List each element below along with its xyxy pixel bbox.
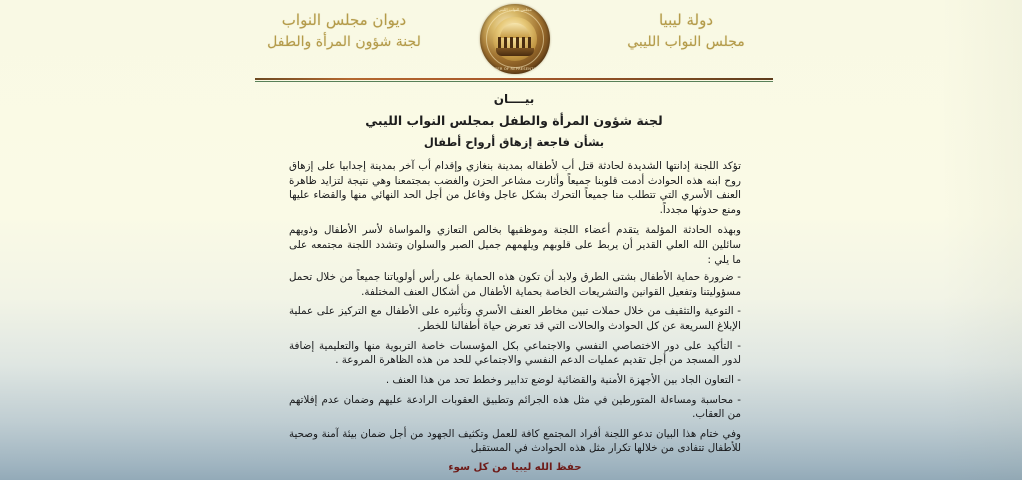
letterhead-right-line1: دولة ليبيا	[658, 11, 714, 29]
issuing-committee: لجنة شؤون المرأة والطفل بمجلس النواب الليبي	[365, 113, 663, 128]
chamber-of-representatives-seal-icon	[480, 4, 550, 74]
body-bullet-3: - التأكيد على دور الاختصاصي النفسي والاجتماعي بكل المؤسسات خاصة التربوية منها والتعليمية إضافة لدور المسجد من أجل تقديم عمليات الدعم النفسي والاجتماعي للحد من هذه الظاهرة المروعة .	[289, 339, 741, 367]
body-closing-paragraph: وفي ختام هذا البيان تدعو اللجنة أفراد المجتمع كافة للعمل وتكثيف الجهود من أجل ضمان بيئة آمنة وصحية للأطفال تتفادى من خلالها تكرار مثل هذه الحوادث في المستقبل	[289, 427, 741, 455]
body-paragraph-2: وبهذه الحادثة المؤلمة يتقدم أعضاء اللجنة وموظفيها بخالص التعازي والمواساة لأسر الأطفال وذويهم سائلين الله العلي القدير أن يربط على قلوبهم ويلهمهم جميل الصبر والسلوان وتشدد اللجنة مجتمعه على ما يلي :	[289, 224, 741, 266]
seal-arabic-text: مجلس النواب الليبي	[498, 7, 532, 12]
header-divider-gold	[255, 78, 773, 80]
letterhead-header	[255, 4, 775, 78]
body-paragraph-1: تؤكد اللجنة إدانتها الشديدة لحادثة قتل أب لأطفاله بمدينة بنغازي وإقدام أب آخر بمدينة إجدابيا على إزهاق روح ابنه هذه الحوادث أدمت قلوبنا جميعاً وأثارت مشاعر الحزن والغضب بمجتمعنا وهي نتيجة لتزايد ظاهرة العنف الأسري التي تتطلب منا جميعاً التحرك بشكل عاجل وفاعل من أجل الحد النهائي منها والقضاء عليها ومنع حدوثها مجدداً.	[289, 160, 741, 216]
closing-invocation: حفظ الله ليبيا من كل سوء	[448, 461, 582, 473]
document-body	[289, 159, 741, 475]
seal-english-text: CHAMBER OF REPRESENTATIVES	[483, 67, 547, 71]
letterhead-right	[597, 10, 775, 52]
letterhead-left-line1: ديوان مجلس النواب	[281, 11, 407, 29]
page-title: بيــــان	[493, 92, 535, 106]
body-bullet-2: - التوعية والتثقيف من خلال حملات تبين مخاطر العنف الأسري وتأثيره على الأطفال مع التركيز على عملية الإبلاغ السريعة عن كل الحوادث والحالات التي قد تعرض حياة أطفالنا للخطر.	[289, 305, 741, 333]
seal-pillars-shape	[498, 37, 532, 48]
letterhead-left	[255, 10, 433, 52]
body-bullet-1: - ضرورة حماية الأطفال بشتى الطرق ولابد أن تكون هذه الحماية على رأس أولوياتنا جميعاً من خلال تحمل مسؤوليتنا وتفعيل القوانين والتشريعات الخاصة بحماية الأطفال من أشكال العنف المختلفة.	[289, 271, 741, 298]
body-bullet-5: - محاسبة ومساءلة المتورطين في مثل هذه الجرائم وتطبيق العقوبات الرادعة عليهم وضمان عدم إفلاتهم من العقاب.	[289, 393, 741, 421]
document-title-block	[255, 92, 773, 149]
letterhead-left-line2: لجنة شؤون المرأة والطفل	[267, 33, 421, 50]
header-divider-green	[255, 81, 773, 82]
statement-subject: بشأن فاجعة إزهاق أرواح أطفال	[423, 135, 605, 149]
seal-base-shape	[496, 48, 534, 56]
body-bullet-4: - التعاون الجاد بين الأجهزة الأمنية والقضائية لوضع تدابير وخطط تحد من هذا العنف .	[385, 373, 741, 386]
letterhead-right-line2: مجلس النواب الليبي	[627, 33, 745, 50]
